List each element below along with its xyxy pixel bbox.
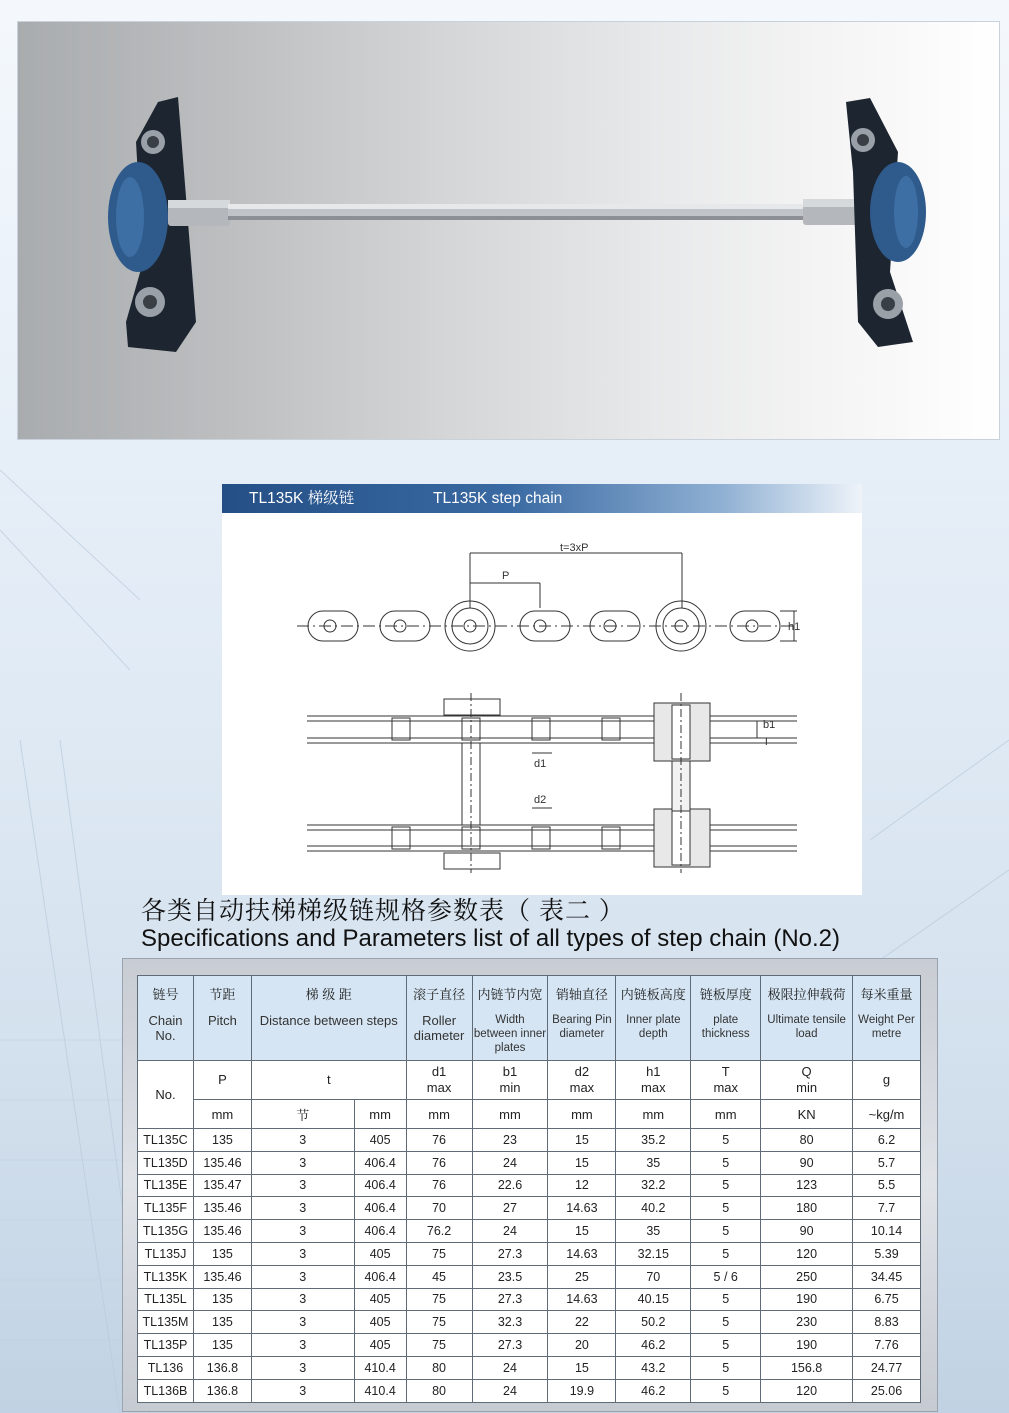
- sym-p: P: [193, 1061, 251, 1100]
- dim-d1-label: d1: [534, 758, 547, 770]
- table-cell: 3: [251, 1197, 354, 1220]
- sym-no: No.: [138, 1061, 194, 1129]
- table-cell: 190: [761, 1334, 853, 1357]
- table-cell: 5: [691, 1197, 761, 1220]
- table-cell: 3: [251, 1379, 354, 1402]
- table-row: [138, 1379, 921, 1402]
- table-cell: 34.45: [853, 1265, 921, 1288]
- table-cell: 5: [691, 1356, 761, 1379]
- table-cell: 27.3: [472, 1334, 548, 1357]
- table-cell: 405: [354, 1334, 406, 1357]
- table-cell: 70: [616, 1265, 691, 1288]
- table-cell: 3: [251, 1220, 354, 1243]
- table-cell: 24: [472, 1379, 548, 1402]
- table-cell: 15: [548, 1151, 616, 1174]
- unit-cell: 节: [251, 1100, 354, 1129]
- chain-no-cell: TL135P: [138, 1334, 194, 1357]
- table-heading-en: Specifications and Parameters list of all types of step chain (No.2): [141, 925, 840, 952]
- dim-t-label: t=3xP: [560, 542, 589, 554]
- table-cell: 135: [193, 1334, 251, 1357]
- dim-p-label: P: [502, 570, 510, 582]
- table-cell: 32.15: [616, 1242, 691, 1265]
- table-cell: 135: [193, 1129, 251, 1152]
- table-cell: 190: [761, 1288, 853, 1311]
- table-cell: 24: [472, 1220, 548, 1243]
- table-cell: 5: [691, 1151, 761, 1174]
- col-thickness: 链板厚度 plate thickness: [691, 976, 761, 1061]
- table-cell: 3: [251, 1334, 354, 1357]
- table-cell: 24: [472, 1151, 548, 1174]
- table-cell: 45: [406, 1265, 472, 1288]
- table-cell: 90: [761, 1151, 853, 1174]
- chain-no-cell: TL135E: [138, 1174, 194, 1197]
- table-cell: 120: [761, 1242, 853, 1265]
- dim-d2-label: d2: [534, 794, 547, 806]
- table-cell: 5: [691, 1379, 761, 1402]
- table-cell: 14.63: [548, 1288, 616, 1311]
- table-row: [138, 1265, 921, 1288]
- table-cell: 135.47: [193, 1174, 251, 1197]
- table-cell: 24: [472, 1356, 548, 1379]
- table-cell: 5: [691, 1288, 761, 1311]
- table-cell: 3: [251, 1174, 354, 1197]
- table-cell: 5: [691, 1174, 761, 1197]
- table-cell: 5: [691, 1129, 761, 1152]
- table-cell: 10.14: [853, 1220, 921, 1243]
- table-cell: 3: [251, 1265, 354, 1288]
- table-cell: 5: [691, 1220, 761, 1243]
- table-cell: 6.2: [853, 1129, 921, 1152]
- table-cell: 76: [406, 1129, 472, 1152]
- table-cell: 135.46: [193, 1151, 251, 1174]
- chain-no-cell: TL135D: [138, 1151, 194, 1174]
- table-cell: 15: [548, 1129, 616, 1152]
- table-cell: 23: [472, 1129, 548, 1152]
- sym-b1: b1 min: [472, 1061, 548, 1100]
- col-pin: 销轴直径 Bearing Pin diameter: [548, 976, 616, 1061]
- table-cell: 22.6: [472, 1174, 548, 1197]
- table-cell: 19.9: [548, 1379, 616, 1402]
- table-cell: 27: [472, 1197, 548, 1220]
- table-cell: 5: [691, 1311, 761, 1334]
- table-cell: 5: [691, 1242, 761, 1265]
- table-cell: 35: [616, 1151, 691, 1174]
- table-cell: 3: [251, 1242, 354, 1265]
- table-cell: 14.63: [548, 1197, 616, 1220]
- table-cell: 35: [616, 1220, 691, 1243]
- table-cell: 75: [406, 1288, 472, 1311]
- table-cell: 20: [548, 1334, 616, 1357]
- table-cell: 405: [354, 1242, 406, 1265]
- table-cell: 406.4: [354, 1220, 406, 1243]
- table-row: [138, 1129, 921, 1152]
- chain-no-cell: TL135J: [138, 1242, 194, 1265]
- table-cell: 32.3: [472, 1311, 548, 1334]
- table-cell: 75: [406, 1311, 472, 1334]
- table-cell: 80: [406, 1356, 472, 1379]
- dim-T-label: T: [763, 736, 770, 748]
- table-row: [138, 1151, 921, 1174]
- sym-h1: h1 max: [616, 1061, 691, 1100]
- sym-t: t: [251, 1061, 406, 1100]
- table-cell: 40.15: [616, 1288, 691, 1311]
- table-cell: 12: [548, 1174, 616, 1197]
- table-cell: 135.46: [193, 1265, 251, 1288]
- table-cell: 405: [354, 1129, 406, 1152]
- unit-cell: mm: [691, 1100, 761, 1129]
- table-row: [138, 1174, 921, 1197]
- table-cell: 3: [251, 1356, 354, 1379]
- unit-cell: KN: [761, 1100, 853, 1129]
- table-cell: 46.2: [616, 1379, 691, 1402]
- chain-no-cell: TL135F: [138, 1197, 194, 1220]
- col-weight: 每米重量 Weight Per metre: [853, 976, 921, 1061]
- table-cell: 35.2: [616, 1129, 691, 1152]
- chain-no-cell: TL135C: [138, 1129, 194, 1152]
- chain-no-cell: TL135M: [138, 1311, 194, 1334]
- table-cell: 70: [406, 1197, 472, 1220]
- drawing-title-cn: TL135K 梯级链: [249, 490, 355, 507]
- table-cell: 5 / 6: [691, 1265, 761, 1288]
- table-cell: 23.5: [472, 1265, 548, 1288]
- col-tensile: 极限拉伸载荷 Ultimate tensile load: [761, 976, 853, 1061]
- table-cell: 135.46: [193, 1220, 251, 1243]
- table-cell: 15: [548, 1356, 616, 1379]
- table-cell: 25.06: [853, 1379, 921, 1402]
- chain-no-cell: TL136: [138, 1356, 194, 1379]
- table-cell: 5: [691, 1334, 761, 1357]
- table-cell: 5.39: [853, 1242, 921, 1265]
- drawing-title-en: TL135K step chain: [433, 490, 563, 507]
- table-cell: 406.4: [354, 1151, 406, 1174]
- table-row: [138, 1220, 921, 1243]
- table-cell: 7.76: [853, 1334, 921, 1357]
- sym-d1: d1 max: [406, 1061, 472, 1100]
- table-cell: 135: [193, 1311, 251, 1334]
- table-cell: 80: [406, 1379, 472, 1402]
- table-cell: 180: [761, 1197, 853, 1220]
- table-cell: 3: [251, 1311, 354, 1334]
- table-cell: 27.3: [472, 1288, 548, 1311]
- chain-no-cell: TL135L: [138, 1288, 194, 1311]
- table-cell: 230: [761, 1311, 853, 1334]
- table-cell: 250: [761, 1265, 853, 1288]
- sym-T: T max: [691, 1061, 761, 1100]
- col-width: 内链节内宽 Width between inner plates: [472, 976, 548, 1061]
- table-cell: 46.2: [616, 1334, 691, 1357]
- table-cell: 406.4: [354, 1197, 406, 1220]
- table-cell: 75: [406, 1334, 472, 1357]
- table-cell: 14.63: [548, 1242, 616, 1265]
- product-photo: [18, 22, 999, 439]
- table-cell: 406.4: [354, 1174, 406, 1197]
- chain-no-cell: TL135K: [138, 1265, 194, 1288]
- col-pitch: 节距 Pitch: [193, 976, 251, 1061]
- table-cell: 76: [406, 1151, 472, 1174]
- table-cell: 25: [548, 1265, 616, 1288]
- table-row: [138, 1197, 921, 1220]
- dim-h1-label: h1: [788, 621, 801, 633]
- table-cell: 76: [406, 1174, 472, 1197]
- table-row: [138, 1356, 921, 1379]
- unit-cell: mm: [406, 1100, 472, 1129]
- table-row: [138, 1242, 921, 1265]
- table-cell: 135: [193, 1288, 251, 1311]
- unit-cell: mm: [472, 1100, 548, 1129]
- step-chain-axle-image: [18, 22, 999, 439]
- table-cell: 27.3: [472, 1242, 548, 1265]
- unit-cell: ~kg/m: [853, 1100, 921, 1129]
- table-heading-cn: 各类自动扶梯梯级链规格参数表（ 表二 ）: [141, 897, 625, 925]
- spec-table-frame: [122, 958, 938, 1412]
- table-cell: 136.8: [193, 1379, 251, 1402]
- table-cell: 135: [193, 1242, 251, 1265]
- table-cell: 7.7: [853, 1197, 921, 1220]
- table-cell: 136.8: [193, 1356, 251, 1379]
- table-cell: 410.4: [354, 1379, 406, 1402]
- table-cell: 120: [761, 1379, 853, 1402]
- table-cell: 90: [761, 1220, 853, 1243]
- table-cell: 32.2: [616, 1174, 691, 1197]
- table-cell: 15: [548, 1220, 616, 1243]
- table-cell: 405: [354, 1311, 406, 1334]
- col-distance: 梯 级 距 Distance between steps: [251, 976, 406, 1061]
- table-cell: 40.2: [616, 1197, 691, 1220]
- table-cell: 123: [761, 1174, 853, 1197]
- sym-d2: d2 max: [548, 1061, 616, 1100]
- table-cell: 5.7: [853, 1151, 921, 1174]
- table-cell: 3: [251, 1129, 354, 1152]
- unit-cell: mm: [193, 1100, 251, 1129]
- col-chain-no: 链号 Chain No.: [138, 976, 194, 1061]
- sym-Q: Q min: [761, 1061, 853, 1100]
- chain-no-cell: TL136B: [138, 1379, 194, 1402]
- unit-cell: mm: [548, 1100, 616, 1129]
- table-cell: 156.8: [761, 1356, 853, 1379]
- table-cell: 43.2: [616, 1356, 691, 1379]
- technical-drawing: [222, 513, 862, 895]
- table-cell: 8.83: [853, 1311, 921, 1334]
- table-cell: 405: [354, 1288, 406, 1311]
- table-cell: 410.4: [354, 1356, 406, 1379]
- table-cell: 24.77: [853, 1356, 921, 1379]
- col-roller: 滚子直径 Roller diameter: [406, 976, 472, 1061]
- table-cell: 406.4: [354, 1265, 406, 1288]
- dim-b1-label: b1: [763, 719, 776, 731]
- col-plate-depth: 内链板高度 Inner plate depth: [616, 976, 691, 1061]
- chain-no-cell: TL135G: [138, 1220, 194, 1243]
- unit-cell: mm: [616, 1100, 691, 1129]
- spec-table: [137, 975, 921, 1403]
- drawing-title-bar: [222, 484, 862, 513]
- table-cell: 50.2: [616, 1311, 691, 1334]
- table-cell: 3: [251, 1151, 354, 1174]
- table-row: [138, 1288, 921, 1311]
- table-row: [138, 1334, 921, 1357]
- table-cell: 5.5: [853, 1174, 921, 1197]
- table-cell: 135.46: [193, 1197, 251, 1220]
- sym-g: g: [853, 1061, 921, 1100]
- table-cell: 80: [761, 1129, 853, 1152]
- table-cell: 76.2: [406, 1220, 472, 1243]
- table-cell: 3: [251, 1288, 354, 1311]
- table-cell: 22: [548, 1311, 616, 1334]
- unit-cell: mm: [354, 1100, 406, 1129]
- table-cell: 6.75: [853, 1288, 921, 1311]
- table-cell: 75: [406, 1242, 472, 1265]
- table-row: [138, 1311, 921, 1334]
